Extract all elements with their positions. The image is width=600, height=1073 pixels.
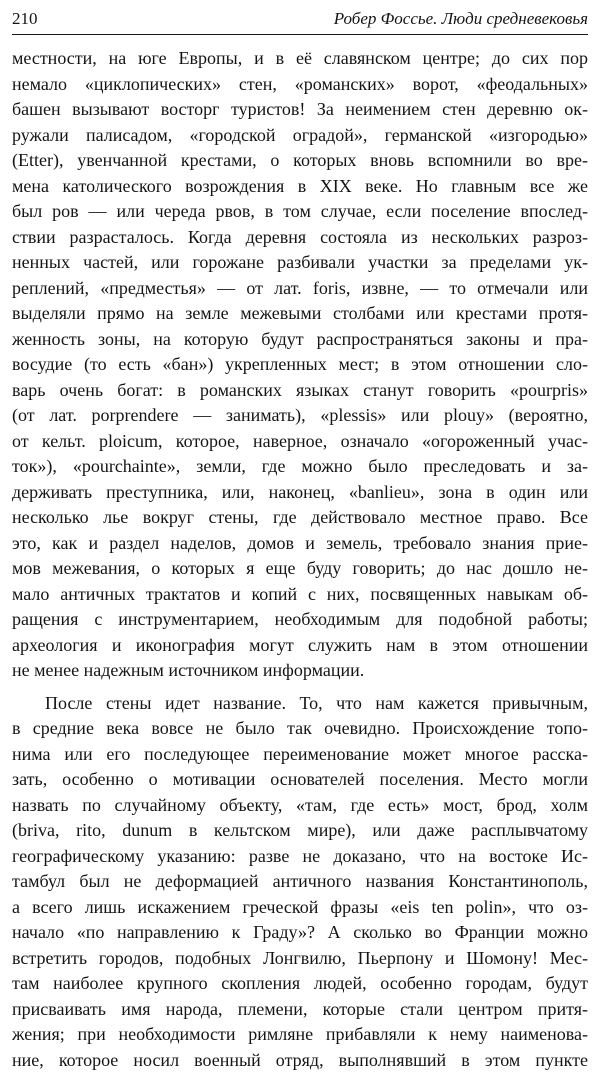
text-line: После стены идет название. То, что нам кажется привычным, [12,691,588,717]
text-line: зать, особенно о мотивации основателей поселения. Место могли [12,767,588,793]
text-line: там наиболее крупного скопления людей, особенно городам, будут [12,971,588,997]
text-line: встретить городов, подобных Лонгвилю, Пьерпону и Шомону! Мес- [12,946,588,972]
text-line: начало «по направлению к Граду»? А сколько во Франции можно [12,920,588,946]
text-line: выделяли прямо на земле межевыми столбами или крестами протя- [12,301,588,327]
page-number: 210 [12,9,38,29]
page-header [12,6,588,35]
text-line: ружали палисадом, «городской оградой», германской «изгородью» [12,123,588,149]
text-line: несколько лье вокруг стены, где действовало местное право. Все [12,505,588,531]
text-line: мена католического возрождения в XIX веке. Но главным все же [12,174,588,200]
text-line: башен вызывают восторг туристов! За неимением стен деревню ок- [12,97,588,123]
text-line: нима или его последующее переименование может многое расска- [12,742,588,768]
text-line: это, как и раздел наделов, домов и земель, требовало знания прие- [12,531,588,557]
text-line: ненных частей, или горожане разбивали участки за пределами ук- [12,250,588,276]
text-line: в средние века вовсе не было так очевидно. Происхождение топо- [12,716,588,742]
text-line: присваивать имя народа, племени, которые стали центром притя- [12,997,588,1023]
text-line: географическому указанию: разве не доказано, что на востоке Ис- [12,844,588,870]
text-line: жения; при необходимости римляне прибавляли к нему наименова- [12,1022,588,1048]
text-line: (от лат. porprendere — занимать), «plessis» или plouy» (вероятно, [12,403,588,429]
text-line: а всего лишь искажением греческой фразы «eis ten polin», что оз- [12,895,588,921]
text-line: реплений, «предместья» — от лат. foris, извне, — то отмечали или [12,276,588,302]
text-line: (briva, rito, dunum в кельтском мире), или даже расплывчатому [12,818,588,844]
text-line: немало «циклопических» стен, «романских» ворот, «феодальных» [12,72,588,98]
paragraph-2 [12,691,588,1073]
text-line: ращения с инструментарием, необходимым для подобной работы; [12,607,588,633]
body-text [12,46,588,1073]
text-line: местности, на юге Европы, и в её славянском центре; до сих пор [12,46,588,72]
text-line: назвать по случайному объекту, «там, где есть» мост, брод, холм [12,793,588,819]
text-line: не менее надежным источником информации. [12,658,588,684]
text-line: варь очень богат: в романских языках станут говорить «pourpris» [12,378,588,404]
text-line: восудие (то есть «бан») укрепленных мест; в этом отношении сло- [12,352,588,378]
text-line: мов межевания, о которых я еще буду говорить; до нас дошло не- [12,556,588,582]
text-line: мало античных трактатов и копий с них, посвященных навыкам об- [12,582,588,608]
text-line: женность зоны, на которую будут распространяться законы и пра- [12,327,588,353]
paragraph-1 [12,46,588,684]
text-line: от кельт. ploicum, которое, наверное, означало «огороженный учас- [12,429,588,455]
running-head: Робер Фоссье. Люди средневековья [334,9,588,29]
text-line: ток»), «pourchainte», земли, где можно было преследовать и за- [12,454,588,480]
text-line: археология и иконография могут служить нам в этом отношении [12,633,588,659]
text-line: (Etter), увенчанной крестами, о которых вновь вспомнили во вре- [12,148,588,174]
text-line: ствии разрасталось. Когда деревня состояла из нескольких разроз- [12,225,588,251]
text-line: тамбул был не деформацией античного названия Константинополь, [12,869,588,895]
text-line: был ров — или череда рвов, в том случае, если поселение впослед- [12,199,588,225]
text-line: держивать преступника, или, наконец, «banlieu», зона в один или [12,480,588,506]
text-line: ние, которое носил военный отряд, выполнявший в этом пункте [12,1048,588,1073]
